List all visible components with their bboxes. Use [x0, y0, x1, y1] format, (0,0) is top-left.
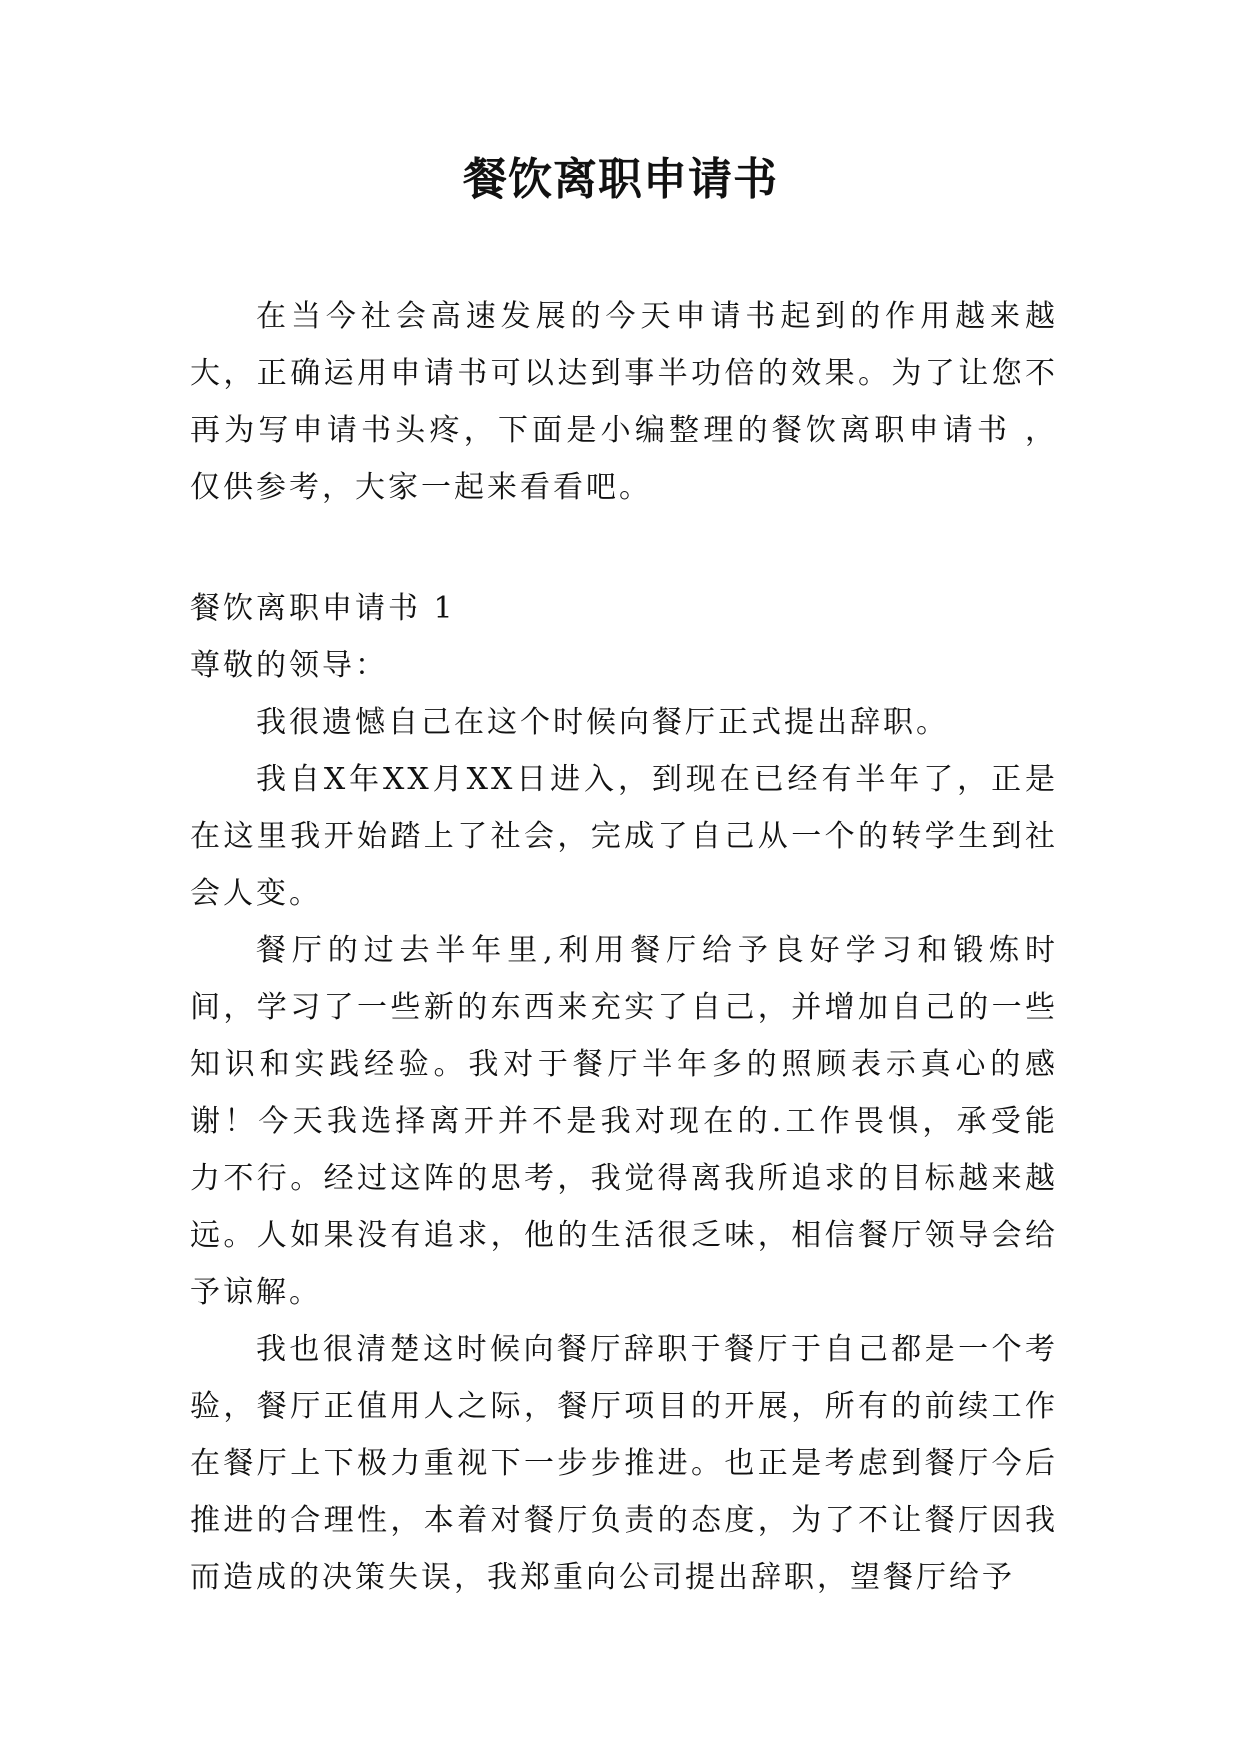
document-title: 餐饮离职申请书	[463, 154, 778, 205]
letter-heading: 餐饮离职申请书 1	[190, 591, 456, 626]
body-paragraph: 餐厅的过去半年里,利用餐厅给予良好学习和锻炼时间，学习了一些新的东西来充实了自己，并增加自己的一些知识和实践经验。我对于餐厅半年多的照顾表示真心的感谢！今天我选择离开并不是我对现在的.工作畏惧，承受能力不行。经过这阵的思考，我觉得离我所追求的目标越来越远。人如果没有追求，他的生活很乏味，相信餐厅领导会给予谅解。	[190, 933, 1058, 1310]
body-paragraph: 我也很清楚这时候向餐厅辞职于餐厅于自己都是一个考验，餐厅正值用人之际，餐厅项目的开展，所有的前续工作在餐厅上下极力重视下一步步推进。也正是考虑到餐厅今后推进的合理性，本着对餐厅负责的态度，为了不让餐厅因我而造成的决策失误，我郑重向公司提出辞职，望餐厅给予	[190, 1332, 1058, 1595]
body-paragraph: 我很遗憾自己在这个时候向餐厅正式提出辞职。	[256, 705, 949, 740]
body-paragraph: 我自X年XX月XX日进入，到现在已经有半年了，正是在这里我开始踏上了社会，完成了自己从一个的转学生到社会人变。	[190, 762, 1058, 911]
letter-section	[190, 580, 1058, 1606]
intro-paragraph: 在当今社会高速发展的今天申请书起到的作用越来越大，正确运用申请书可以达到事半功倍的效果。为了让您不再为写申请书头疼，下面是小编整理的餐饮离职申请书 ，仅供参考，大家一起来看看吧。	[190, 299, 1058, 505]
salutation: 尊敬的领导：	[190, 648, 388, 683]
intro-section	[190, 288, 1058, 516]
